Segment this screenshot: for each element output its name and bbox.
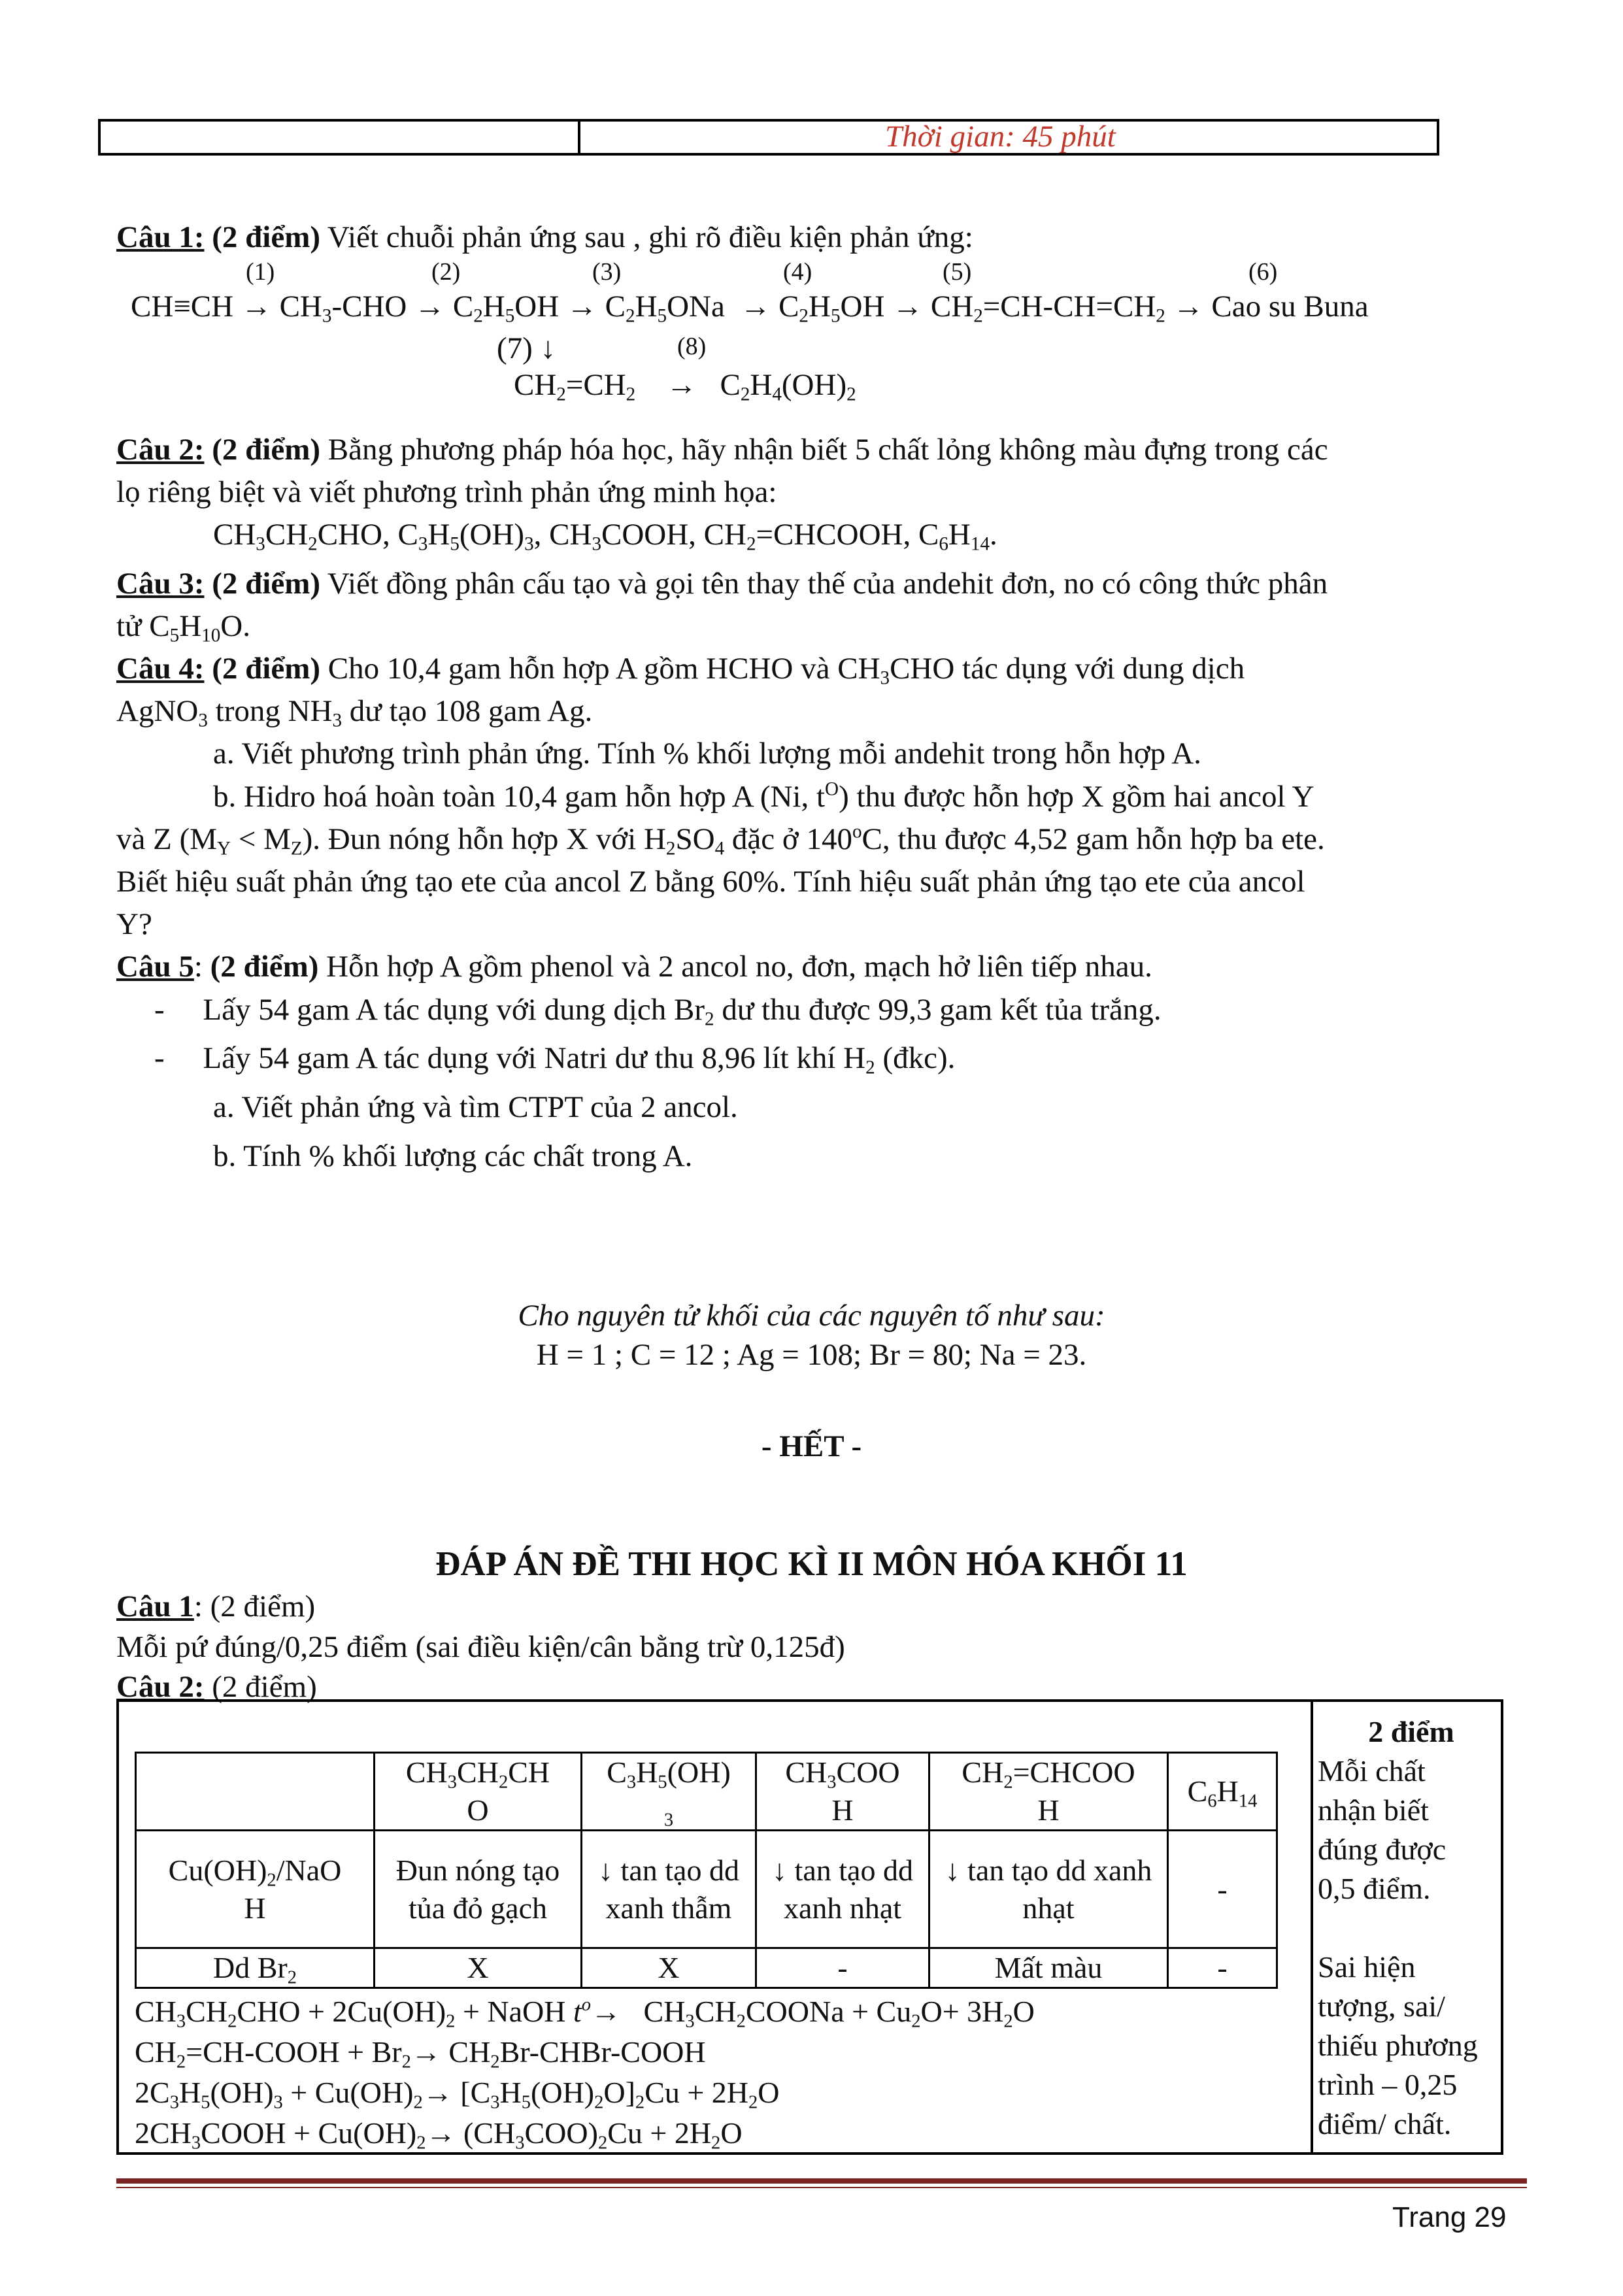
answer-outer-divider	[1311, 1702, 1313, 2152]
answer-c1	[116, 1585, 315, 1628]
q4-b1a: b. Hidro hoá hoàn toàn 10,4 gam hỗn hợp A (Ni, t	[213, 780, 826, 814]
q4-line2: AgNO$_3$ trong $NH_3$ dư tạo 108 gam Ag.	[116, 694, 593, 731]
table-cell: ↓ tan tạo dd xanh thẫm	[582, 1831, 756, 1948]
q5-bullet2: - Lấy 54 gam A tác dụng với Natri dư thu 8,96 lít khí $H_2$ (đkc).	[154, 1041, 956, 1078]
q3-text2: tử	[116, 609, 150, 643]
table-cell: X	[375, 1948, 582, 1988]
equation-2: $CH_2=CH$-COOH + $Br_2\to$ $CH_2Br-CHBr$-COOH	[135, 2035, 706, 2072]
answer-c2-label: Câu 2:	[116, 1670, 205, 1704]
q4-label: Câu 4:	[116, 652, 205, 686]
q5-bullet1b: dư thu được 99,3 gam kết tủa trắng.	[714, 993, 1162, 1027]
side-line-6: Sai hiện	[1318, 1950, 1416, 1984]
atomic-values: H = 1 ; C = 12 ; Ag = 108; Br = 80; Na = 23.	[536, 1338, 1087, 1372]
answer-c1-points: : (2 điểm)	[193, 1589, 316, 1623]
q1-line	[116, 216, 973, 259]
table-cell: Đun nóng tạo tủa đỏ gạch	[375, 1831, 582, 1948]
q4-b1b: ) thu được hỗn hợp X gồm hai ancol Y	[839, 780, 1314, 814]
q3-text1: Viết đồng phân cấu tạo và gọi tên thay thế của andehit đơn, no có công thức phân	[320, 567, 1328, 601]
side-title: 2 điểm	[1368, 1715, 1454, 1748]
q1-num-8: (8)	[677, 333, 707, 360]
q5-a: a. Viết phản ứng và tìm CTPT của 2 ancol.	[213, 1090, 738, 1124]
equation-1: $CH_3CH_2CHO + 2Cu(OH)_2$ + NaOH $t^o\to$ $CH_3CH_2COONa + Cu_2O+ 3H_2O$	[135, 1994, 1035, 2032]
q2-line2: lọ riêng biệt và viết phương trình phản ứng minh họa:	[116, 475, 777, 509]
q1-branch: $CH_2=CH_2$ → $C_2H_4(OH)_2$	[514, 368, 856, 405]
answer-c1-text: Mỗi pứ đúng/0,25 điểm (sai điều kiện/cân bằng trừ 0,125đ)	[116, 1630, 845, 1664]
col-header-1: $CH_3CH_2CH$ O	[375, 1753, 582, 1831]
q5-bullet1a: Lấy 54 gam A tác dụng với dung dịch Br	[203, 993, 705, 1027]
header-table	[98, 119, 1439, 156]
q5-text: Hỗn hợp A gồm phenol và 2 ancol no, đơn, mạch hở liên tiếp nhau.	[318, 950, 1152, 984]
q2-text1: Bằng phương pháp hóa học, hãy nhận biết 5 chất lỏng không màu đựng trong các	[320, 433, 1328, 467]
atomic-title: Cho nguyên tử khối của các nguyên tố như sau:	[518, 1299, 1105, 1333]
side-line-7: tượng, sai/	[1318, 1989, 1445, 2023]
q1-end: → Cao su Buna	[1173, 290, 1369, 324]
q3-points: (2 điểm)	[212, 567, 320, 601]
page-number: Trang 29	[1392, 2201, 1507, 2233]
side-line-3: đúng được	[1318, 1833, 1447, 1866]
exam-time: Thời gian: 45 phút	[885, 120, 1116, 154]
side-line-9: trình – 0,25	[1318, 2068, 1458, 2101]
table-corner	[136, 1753, 375, 1831]
q4-points: (2 điểm)	[212, 652, 320, 686]
footer-rule	[116, 2178, 1527, 2184]
q1-num-1: (1)	[246, 258, 275, 286]
col-header-4: $CH_2=CHCOO$ H	[929, 1753, 1168, 1831]
table-cell: ↓ tan tạo dd xanh nhạt	[929, 1831, 1168, 1948]
footer-rule-thin	[116, 2187, 1527, 2188]
q1-points: (2 điểm)	[212, 220, 320, 254]
side-line-4: 0,5 điểm.	[1318, 1872, 1431, 1905]
end-mark: - HẾT -	[761, 1429, 862, 1463]
q4-text1: Cho 10,4 gam hỗn hợp A gồm HCHO và CH	[320, 652, 880, 686]
q4-text2a: AgNO	[116, 694, 199, 728]
table-cell: -	[1168, 1948, 1277, 1988]
q4-b3: Biết hiệu suất phản ứng tạo ete của ancol Z bằng 60%. Tính hiệu suất phản ứng tạo ete của ancol	[116, 865, 1305, 899]
col-header-2: $C_3H_5(OH)$ $_3$	[582, 1753, 756, 1831]
answer-c2-points: (2 điểm)	[204, 1670, 317, 1704]
row-label-cuoh2-c: H	[244, 1891, 266, 1925]
q1-num-6: (6)	[1248, 258, 1278, 286]
header-divider	[578, 122, 580, 153]
table-cell: ↓ tan tạo dd xanh nhạt	[756, 1831, 929, 1948]
equation-3: $2C_3H_5(OH)_3 + Cu(OH)_2\to [C_3H_5(OH)_2O]_2Cu + 2H_2O$	[135, 2076, 780, 2113]
equation-4: $2CH_3COOH + Cu(OH)_2\to (CH_3COO)_2Cu + 2H_2O$	[135, 2116, 743, 2154]
side-line-2: nhận biết	[1318, 1793, 1429, 1827]
q3-line2: tử $C_5H_{10}O$.	[116, 609, 250, 646]
q4-a: a. Viết phương trình phản ứng. Tính % khối lượng mỗi andehit trong hỗn hợp A.	[213, 737, 1201, 771]
q5-b: b. Tính % khối lượng các chất trong A.	[213, 1139, 693, 1173]
row-label-cuoh2-b: /NaO	[276, 1853, 342, 1887]
col-header-5: $C_6H_{14}$	[1168, 1753, 1277, 1831]
q1-label: Câu 1:	[116, 220, 205, 254]
q4-b2a: và Z (M	[116, 822, 218, 856]
q1-scheme: $CH\equiv CH \to CH_3$-CHO → $C_2H_5OH \to C_2H_5ONa \to C_2H_5OH \to CH_2=CH-CH=CH_2$ → Cao su Buna	[131, 290, 1369, 327]
q4-b1: b. Hidro hoá hoàn toàn 10,4 gam hỗn hợp A (Ni, $t^O$) thu được hỗn hợp X gồm hai ancol Y	[213, 778, 1314, 814]
q5-label: Câu 5	[116, 950, 194, 984]
q1-num-2: (2)	[431, 258, 461, 286]
col-header-3: $CH_3COO$ H	[756, 1753, 929, 1831]
side-line-1: Mỗi chất	[1318, 1754, 1426, 1788]
answer-title: ĐÁP ÁN ĐỀ THI HỌC KÌ II MÔN HÓA KHỐI 11	[435, 1545, 1188, 1583]
row-label-br2: Dd $Br_2$	[136, 1948, 375, 1988]
side-line-8: thiếu phương	[1318, 2029, 1478, 2062]
q5-bullet2b: (đkc).	[875, 1041, 956, 1075]
q1-num-7: (7) ↓	[497, 331, 556, 365]
q1-num-5: (5)	[943, 258, 972, 286]
q1-num-4: (4)	[783, 258, 812, 286]
q4-b2c: đặc ở 140	[724, 822, 852, 856]
row-label-br2-text: Dd Br	[213, 1951, 288, 1984]
q3-label: Câu 3:	[116, 567, 205, 601]
table-cell: -	[756, 1948, 929, 1988]
row-label-cuoh2-a: Cu(OH)	[168, 1853, 267, 1887]
row-label-cuoh2: $Cu(OH)_2$/NaO H	[136, 1831, 375, 1948]
side-line-10: điểm/ chất.	[1318, 2107, 1452, 2140]
answer-c1-label: Câu 1	[116, 1589, 194, 1623]
q4-b4: Y?	[116, 907, 152, 941]
q4-text1b: CHO tác dụng với dung dịch	[890, 652, 1245, 686]
q4-b2: và Z $(M_Y < M_Z)$. Đun nóng hỗn hợp X với $H_2SO_4$ đặc ở 140$^o$C, thu được 4,52 gam hỗn hợp ba ete.	[116, 821, 1325, 859]
q4-text2c: dư tạo 108 gam Ag.	[342, 694, 593, 728]
detection-table	[135, 1752, 1278, 1989]
table-cell: X	[582, 1948, 756, 1988]
q4-b2d: C, thu được 4,52 gam hỗn hợp ba ete.	[862, 822, 1325, 856]
q1-text: Viết chuỗi phản ứng sau , ghi rõ điều kiện phản ứng:	[320, 220, 973, 254]
q2-label: Câu 2:	[116, 433, 205, 467]
q1-num-3: (3)	[592, 258, 622, 286]
q5-points: (2 điểm)	[210, 950, 319, 984]
q4-text2b: trong NH	[207, 694, 333, 728]
q2-points: (2 điểm)	[212, 433, 320, 467]
q2-line1	[116, 428, 1328, 471]
q3-line1	[116, 562, 1328, 605]
q5-bullet1: - Lấy 54 gam A tác dụng với dung dịch $Br_2$ dư thu được 99,3 gam kết tủa trắng.	[154, 993, 1162, 1030]
q5-bullet2a: Lấy 54 gam A tác dụng với Natri dư thu 8,96 lít khí H	[203, 1041, 866, 1075]
table-cell: Mất màu	[929, 1948, 1168, 1988]
q4-b2b: ). Đun nóng hỗn hợp X với H	[302, 822, 666, 856]
q4-line1: Câu 4: (2 điểm) Cho 10,4 gam hỗn hợp A gồm HCHO và $CH_3CHO$ tác dụng với dung dịch	[116, 652, 1245, 689]
q2-substances: $CH_3CH_2CHO$, $C_3H_5(OH)_3$, $CH_3COOH$, $CH_2=CHCOOH$, $C_6H_{14}$.	[213, 518, 997, 555]
table-cell: -	[1168, 1831, 1277, 1948]
q5-line1: Câu 5: (2 điểm) Hỗn hợp A gồm phenol và 2 ancol no, đơn, mạch hở liên tiếp nhau.	[116, 950, 1152, 984]
